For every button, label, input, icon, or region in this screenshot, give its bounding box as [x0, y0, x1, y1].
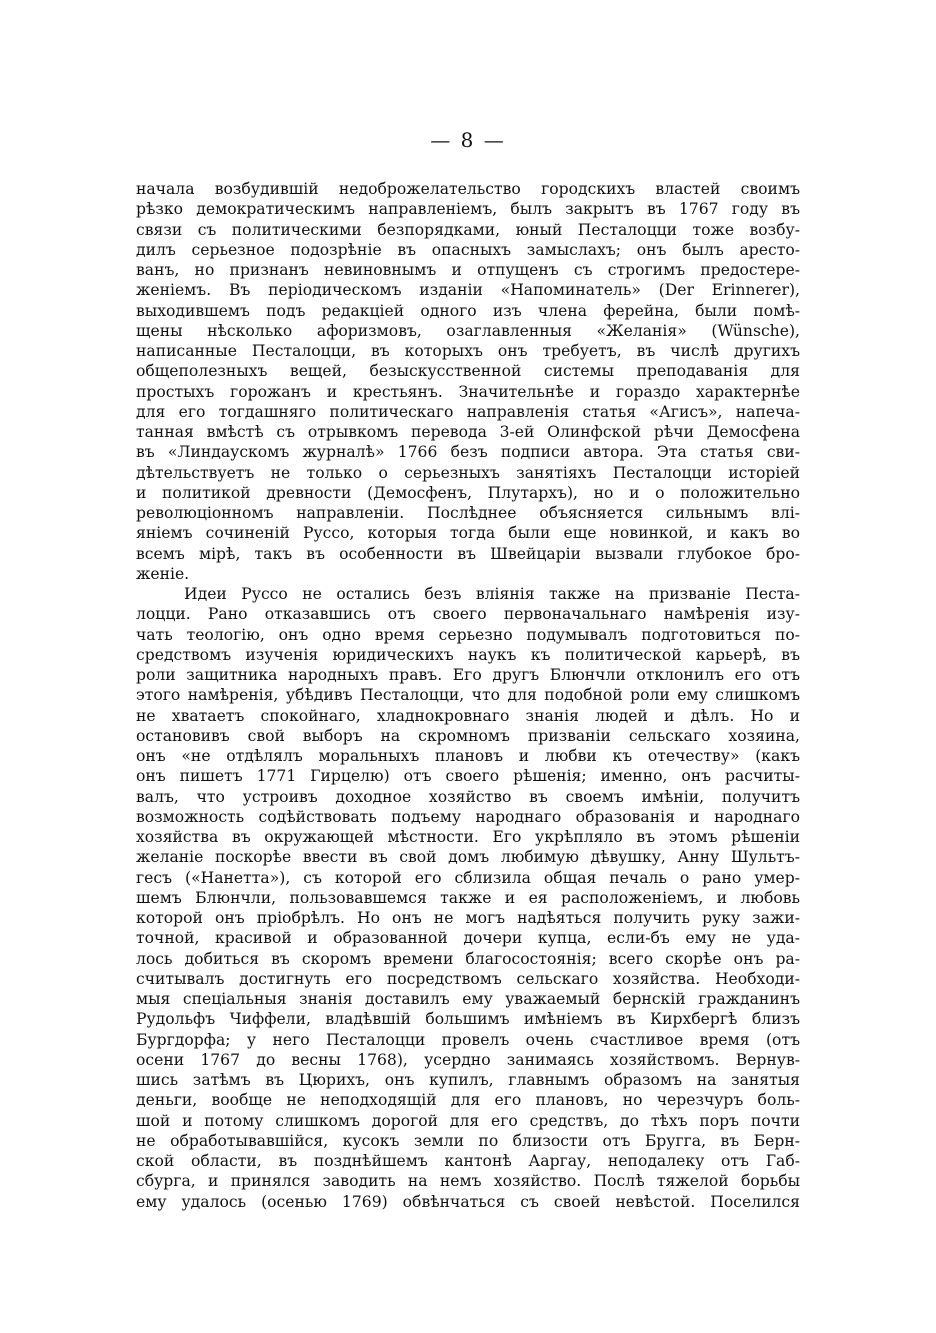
text-line: революціонномъ направленіи. Послѣднее объясняется сильнымъ влі- — [136, 504, 800, 522]
text-line: ванъ, но признанъ невиновнымъ и отпущенъ съ строгимъ предостере- — [136, 261, 800, 279]
text-line: деньги, вообще не неподходящій для его плановъ, но черезчуръ боль- — [136, 1091, 800, 1110]
text-line: щены нѣсколько афоризмовъ, озаглавленныя «Желанія» (Wünsche), — [136, 321, 800, 340]
text-line: простыхъ горожанъ и крестьянъ. Значительнѣе и гораздо характернѣе — [136, 382, 800, 401]
text-line: женіемъ. Въ періодическомъ изданіи «Напоминатель» (Der Erinnerer), — [136, 281, 800, 300]
text-line: остановивъ свой выборъ на скромномъ призваніи сельскаго хозяина, — [136, 726, 800, 745]
text-line: возможность содѣйствовать подъему народнаго образованія и народнаго — [136, 807, 800, 826]
text-line: хозяйства въ окружающей мѣстности. Его укрѣпляло въ этомъ рѣшеніи — [136, 828, 800, 846]
text-line: валъ, что устроивъ доходное хозяйство въ своемъ имѣніи, получитъ — [136, 787, 800, 806]
text-line: считывалъ достигнуть его посредствомъ сельскаго хозяйства. Необходи- — [136, 969, 800, 988]
text-line: шой и потому слишкомъ дорогой для его средствъ, до тѣхъ поръ почти — [136, 1111, 800, 1130]
text-line: Рудольфъ Чиффели, владѣвшій большимъ имѣніемъ въ Кирхбергѣ близъ — [136, 1010, 800, 1029]
text-line: онъ пишетъ 1771 Гирцелю) отъ своего рѣшенія; именно, онъ расчиты- — [136, 767, 800, 786]
text-line: желаніе поскорѣе ввести въ свой домъ любимую дѣвушку, Анну Шультъ- — [136, 848, 800, 867]
text-line: для его тогдашняго политическаго направленія статья «Агисъ», напеча- — [136, 402, 800, 421]
text-line: точной, красивой и образованной дочери купца, если-бъ ему не уда- — [136, 929, 800, 948]
text-line: танная вмѣстѣ съ отрывкомъ перевода 3-ей Олинфской рѣчи Демосфена — [136, 423, 800, 441]
text-line: не хватаетъ спокойнаго, хладнокровнаго знанія людей и дѣлъ. Но и — [136, 706, 800, 725]
text-line: ской области, въ позднѣйшемъ кантонѣ Ааргау, неподалеку отъ Габ- — [136, 1152, 800, 1170]
text-line: лоцци. Рано отказавшись отъ своего первоначальнаго намѣренія изу- — [136, 605, 800, 624]
text-line: осени 1767 до весны 1768), усердно занимаясь хозяйствомъ. Вернув- — [136, 1050, 800, 1069]
text-line: онъ «не отдѣлялъ моральныхъ плановъ и любви къ отечеству» (какъ — [136, 747, 800, 765]
text-line: выходившемъ подъ редакціей одного изъ члена ферейна, были помѣ- — [136, 301, 800, 320]
paragraph — [136, 584, 800, 1212]
text-line: чать теологію, онъ одно время серьезно подумывалъ подготовиться по- — [136, 625, 800, 644]
text-line: Бургдорфа; у него Песталоцци провелъ очень счастливое время (отъ — [136, 1030, 800, 1049]
text-line: рѣзко демократическимъ направленіемъ, былъ закрытъ въ 1767 году въ — [136, 200, 800, 219]
text-line: шись затѣмъ въ Цюрихъ, онъ купилъ, главнымъ образомъ на занятыя — [136, 1071, 800, 1089]
text-line: шемъ Блюнчли, пользовавшемся также и ея расположеніемъ, и любовь — [136, 888, 800, 907]
text-line: ему удалось (осенью 1769) обвѣнчаться съ своей невѣстой. Поселился — [136, 1192, 800, 1211]
text-line: которой онъ пріобрѣлъ. Но онъ не могъ надѣяться получить руку зажи- — [136, 909, 800, 927]
text-line: и политикой древности (Демосфенъ, Плутархъ), но и о положительно — [136, 483, 800, 502]
page-number: — 8 — — [430, 128, 506, 152]
text-line: начала возбудившій недоброжелательство городскихъ властей своимъ — [136, 180, 800, 198]
text-line: написанные Песталоцци, въ которыхъ онъ требуетъ, въ числѣ другихъ — [136, 342, 800, 360]
paragraph — [136, 179, 800, 584]
text-line: роли защитника народныхъ правъ. Его другъ Блюнчли отклонилъ его отъ — [136, 666, 800, 684]
text-line: мыя спеціальныя знанія доставилъ ему уважаемый бернскій гражданинъ — [136, 990, 800, 1008]
text-line: средствомъ изученія юридическихъ наукъ къ политической карьерѣ, въ — [136, 645, 800, 664]
body-text — [136, 179, 800, 1212]
text-line: всемъ мірѣ, такъ въ особенности въ Швейцаріи вызвали глубокое бро- — [136, 544, 800, 563]
text-line: яніемъ сочиненій Руссо, которыя тогда были еще новинкой, и какъ во — [136, 524, 800, 543]
text-line: не обработывавшійся, кусокъ земли по близости отъ Бругга, въ Берн- — [136, 1131, 800, 1150]
text-line: лось добиться въ скоромъ времени благосостоянія; всего скорѣе онъ ра- — [136, 949, 800, 968]
text-line: общеполезныхъ вещей, безыскусственной системы преподаванія для — [136, 362, 800, 381]
text-line: гесъ («Нанетта»), съ которой его сблизила общая печаль о рано умер- — [136, 868, 800, 887]
text-line: связи съ политическими безпорядками, юный Песталоцци тоже возбу- — [136, 220, 800, 239]
text-line: дѣтельствуетъ не только о серьезныхъ занятіяхъ Песталоцци исторіей — [136, 463, 800, 482]
text-line: Идеи Руссо не остались безъ вліянія также на призваніе Песта- — [184, 585, 800, 603]
text-line: женіе. — [136, 564, 190, 583]
text-line: сбурга, и принялся заводить на немъ хозяйство. Послѣ тяжелой борьбы — [136, 1172, 800, 1191]
text-line: дилъ серьезное подозрѣніе въ опасныхъ замыслахъ; онъ былъ аресто- — [136, 240, 800, 259]
text-line: этого намѣренія, убѣдивъ Песталоцци, что для подобной роли ему слишкомъ — [136, 686, 800, 705]
text-line: въ «Линдаускомъ журналѣ» 1766 безъ подписи автора. Эта статья сви- — [136, 443, 800, 462]
